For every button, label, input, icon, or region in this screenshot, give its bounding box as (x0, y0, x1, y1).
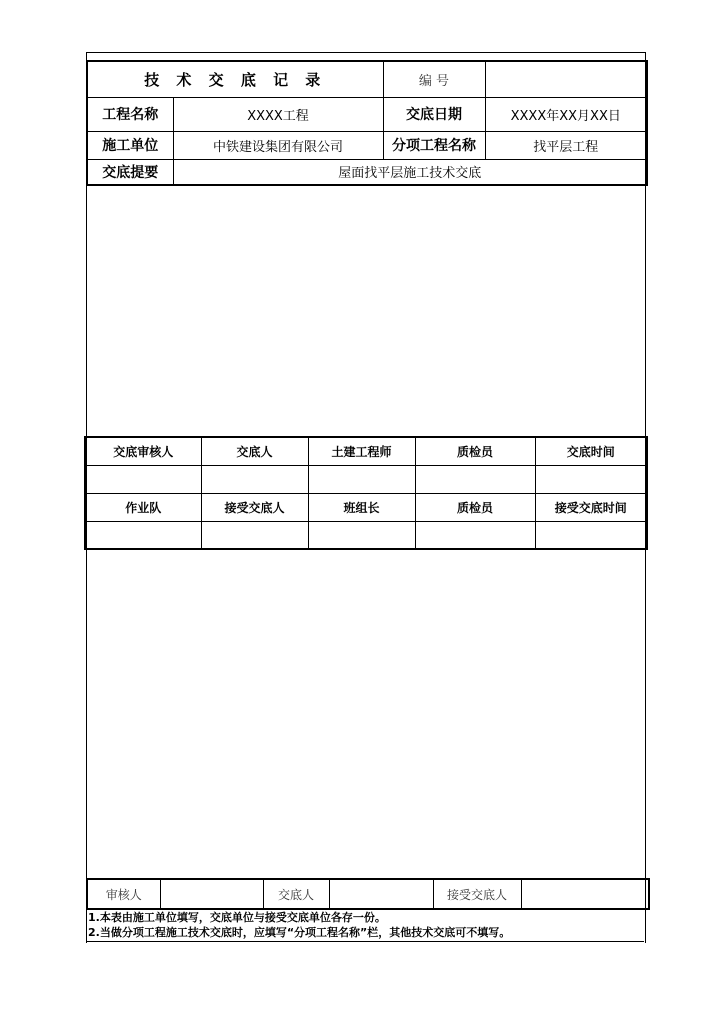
date-value[interactable]: XXXX年XX月XX日 (485, 97, 647, 131)
presenter-signature-cell[interactable] (329, 879, 433, 909)
project-name-label: 工程名称 (87, 97, 173, 131)
note-item: 2.当做分项工程施工技术交底时，应填写“分项工程名称”栏，其他技术交底可不填写。 (88, 926, 511, 939)
summary-label: 交底提要 (87, 159, 173, 185)
signature-cell[interactable] (201, 521, 308, 549)
reviewer-label: 审核人 (87, 879, 160, 909)
number-label: 编 号 (383, 61, 485, 97)
signature-cell[interactable] (308, 465, 415, 493)
header-quality-inspector: 质检员 (415, 437, 535, 465)
signature-cell[interactable] (535, 521, 647, 549)
reviewer-signature-cell[interactable] (160, 879, 263, 909)
construction-unit-label: 施工单位 (87, 131, 173, 159)
header-quality-inspector-2: 质检员 (415, 493, 535, 521)
sub-project-label: 分项工程名称 (383, 131, 485, 159)
bottom-border (86, 941, 644, 942)
signature-cell[interactable] (85, 465, 201, 493)
receiver-signature-cell[interactable] (521, 879, 649, 909)
summary-value[interactable]: 屋面找平层施工技术交底 (173, 159, 647, 185)
document-title: 技 术 交 底 记 录 (87, 61, 383, 97)
signature-cell[interactable] (415, 521, 535, 549)
signature-cell[interactable] (201, 465, 308, 493)
signature-cell[interactable] (308, 521, 415, 549)
notes-section (88, 910, 644, 940)
header-team-leader: 班组长 (308, 493, 415, 521)
number-value[interactable] (485, 61, 647, 97)
signature-cell[interactable] (85, 521, 201, 549)
project-name-value[interactable]: XXXX工程 (173, 97, 383, 131)
receiver-label: 接受交底人 (433, 879, 521, 909)
header-civil-engineer: 土建工程师 (308, 437, 415, 465)
header-disclosure-time: 交底时间 (535, 437, 647, 465)
header-work-team: 作业队 (85, 493, 201, 521)
signature-cell[interactable] (535, 465, 647, 493)
header-disclosure-reviewer: 交底审核人 (85, 437, 201, 465)
construction-unit-value[interactable]: 中铁建设集团有限公司 (173, 131, 383, 159)
note-item: 1.本表由施工单位填写，交底单位与接受交底单位各存一份。 (88, 911, 386, 924)
header-receiver: 接受交底人 (201, 493, 308, 521)
signoff-table (84, 436, 648, 550)
header-presenter: 交底人 (201, 437, 308, 465)
record-header-table (86, 60, 648, 186)
sub-project-value[interactable]: 找平层工程 (485, 131, 647, 159)
bottom-signature-table (86, 878, 650, 910)
signature-cell[interactable] (415, 465, 535, 493)
date-label: 交底日期 (383, 97, 485, 131)
header-receive-time: 接受交底时间 (535, 493, 647, 521)
presenter-label: 交底人 (263, 879, 329, 909)
